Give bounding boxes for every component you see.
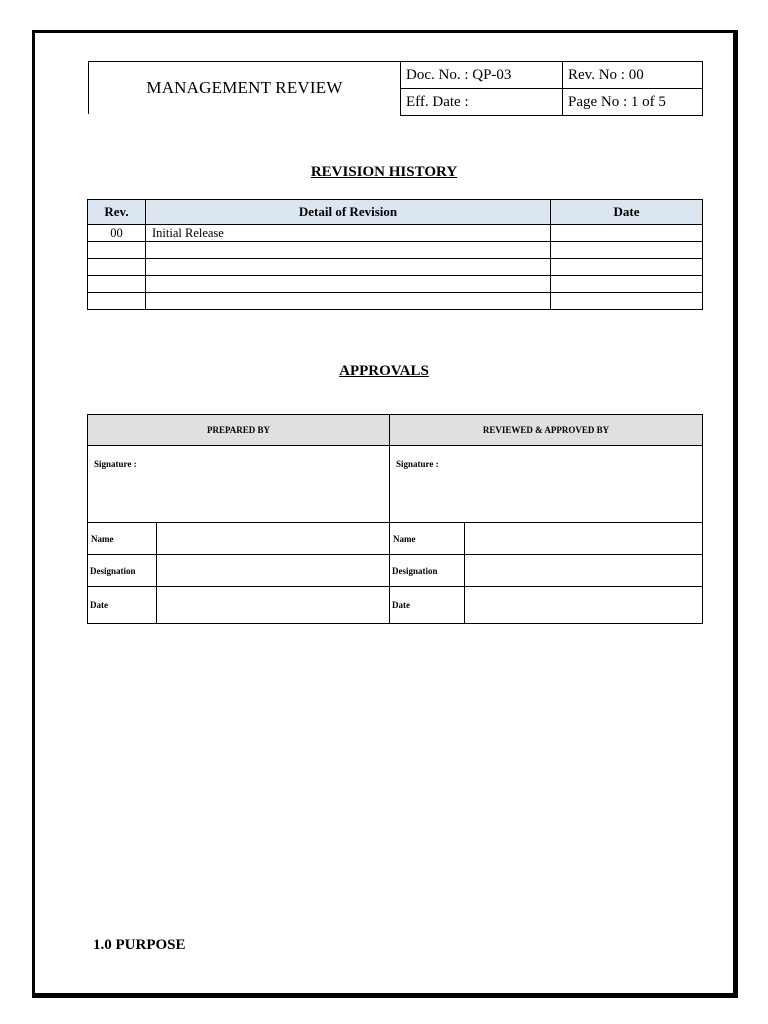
prepared-date-label: Date (88, 587, 157, 624)
revision-number: Rev. No : 00 (563, 62, 703, 89)
effective-date: Eff. Date : (401, 89, 563, 116)
reviewed-signature-field[interactable] (390, 446, 703, 523)
reviewed-date-label: Date (390, 587, 465, 624)
date-cell (551, 293, 703, 310)
table-row (88, 242, 703, 259)
rev-cell (88, 293, 146, 310)
table-row (88, 293, 703, 310)
col-header-date: Date (551, 200, 703, 225)
purpose-heading: 1.0 PURPOSE (93, 937, 186, 953)
reviewed-date-field[interactable] (465, 587, 703, 624)
detail-cell (146, 276, 551, 293)
reviewed-designation-label: Designation (390, 555, 465, 587)
document-meta-table (400, 61, 703, 116)
table-row (88, 259, 703, 276)
detail-cell: Initial Release (146, 225, 551, 242)
doc-number: Doc. No. : QP-03 (401, 62, 563, 89)
revision-history-table (87, 199, 703, 310)
date-cell (551, 242, 703, 259)
signature-label: Signature : (94, 459, 137, 469)
reviewed-designation-field[interactable] (465, 555, 703, 587)
rev-cell: 00 (88, 225, 146, 242)
prepared-designation-field[interactable] (157, 555, 390, 587)
prepared-by-header: PREPARED BY (88, 415, 390, 446)
revision-history-title: REVISION HISTORY (310, 164, 458, 180)
reviewed-name-field[interactable] (465, 523, 703, 555)
prepared-name-label: Name (88, 523, 157, 555)
rev-cell (88, 259, 146, 276)
rev-cell (88, 276, 146, 293)
col-header-rev: Rev. (88, 200, 146, 225)
prepared-name-field[interactable] (157, 523, 390, 555)
reviewed-name-label: Name (390, 523, 465, 555)
approvals-title: APPROVALS (339, 363, 429, 379)
document-title-box (88, 61, 400, 114)
col-header-detail: Detail of Revision (146, 200, 551, 225)
signature-label: Signature : (396, 459, 439, 469)
table-row (88, 225, 703, 242)
prepared-designation-label: Designation (88, 555, 157, 587)
page-number: Page No : 1 of 5 (563, 89, 703, 116)
detail-cell (146, 242, 551, 259)
approvals-table (87, 414, 703, 624)
date-cell (551, 276, 703, 293)
prepared-date-field[interactable] (157, 587, 390, 624)
detail-cell (146, 293, 551, 310)
date-cell (551, 259, 703, 276)
document-title: MANAGEMENT REVIEW (146, 78, 343, 97)
date-cell (551, 225, 703, 242)
table-row (88, 276, 703, 293)
reviewed-approved-by-header: REVIEWED & APPROVED BY (390, 415, 703, 446)
detail-cell (146, 259, 551, 276)
rev-cell (88, 242, 146, 259)
prepared-signature-field[interactable] (88, 446, 390, 523)
